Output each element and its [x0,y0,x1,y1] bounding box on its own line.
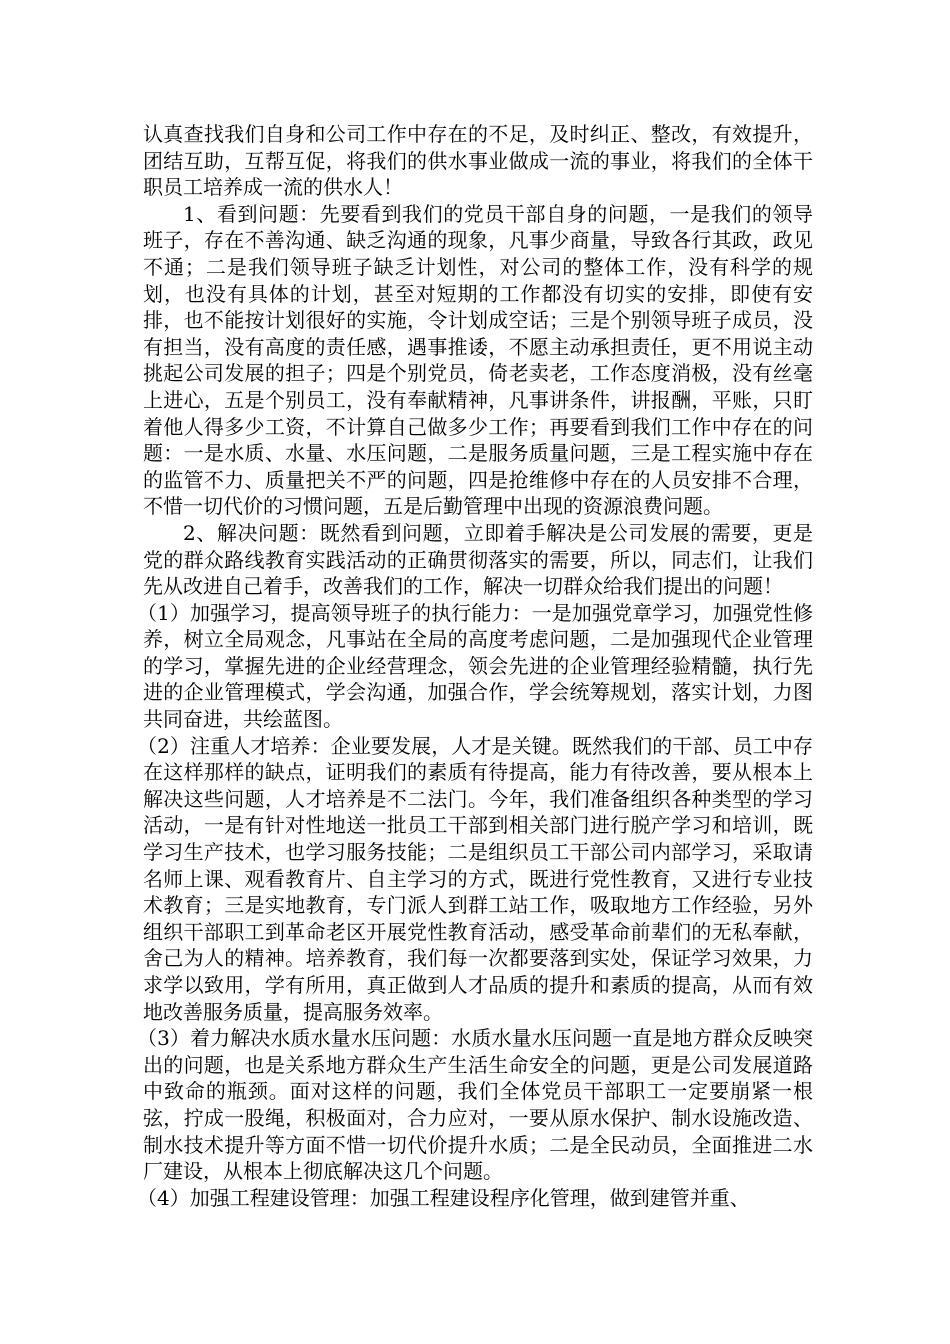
paragraph-item-2-talent: （2）注重人才培养：企业要发展，人才是关键。既然我们的干部、员工中存在这样那样的缺点，证明我们的素质有待提高，能力有待改善，要从根本上解决这些问题，人才培养是不二法门。今年，我们准备组织各种类型的学习活动，一是有针对性地送一批员工干部到相关部门进行脱产学习和培训，既学习生产技术，也学习服务技能；二是组织员工干部公司内部学习，采取请名师上课、观看教育片、自主学习的方式，既进行党性教育，又进行专业技术教育；三是实地教育，专门派人到群工站工作，吸取地方工作经验，另外组织干部职工到革命老区开展党性教育活动，感受革命前辈们的无私奉献，舍己为人的精神。培养教育，我们每一次都要落到实处，保证学习效果，力求学以致用，学有所用，真正做到人才品质的提升和素质的提高，从而有效地改善服务质量，提高服务效率。 [137,733,813,1024]
document-page [137,121,813,1211]
paragraph-item-3-water-quality: （3）着力解决水质水量水压问题：水质水量水压问题一直是地方群众反映突出的问题，也是关系地方群众生产生活生命安全的问题，更是公司发展道路中致命的瓶颈。面对这样的问题，我们全体党员干部职工一定要崩紧一根弦，拧成一股绳，积极面对，合力应对，一要从原水保护、制水设施改造、制水技术提升等方面不惜一切代价提升水质；二是全民动员，全面推进二水厂建设，从根本上彻底解决这几个问题。 [137,1026,813,1184]
paragraph-item-1-study: （1）加强学习，提高领导班子的执行能力：一是加强党章学习，加强党性修养，树立全局观念，凡事站在全局的高度考虑问题，二是加强现代企业管理的学习，掌握先进的企业经营理念，领会先进的企业管理经验精髓，执行先进的企业管理模式，学会沟通，加强合作，学会统筹规划，落实计划，力图共同奋进，共绘蓝图。 [137,600,813,732]
paragraph-item-4-engineering: （4）加强工程建设管理：加强工程建设程序化管理，做到建管并重、 [137,1185,750,1210]
paragraph-solve-problems: 2、解决问题：既然看到问题，立即着手解决是公司发展的需要，更是党的群众路线教育实践活动的正确贯彻落实的需要，所以，同志们，让我们先从改进自己着手，改善我们的工作，解决一切群众给我们提出的问题！ [143,520,813,599]
paragraph-intro: 认真查找我们自身和公司工作中存在的不足，及时纠正、整改，有效提升，团结互助，互帮互促，将我们的供水事业做成一流的事业，将我们的全体干职员工培养成一流的供水人！ [143,122,813,200]
paragraph-see-problems: 1、看到问题：先要看到我们的党员干部自身的问题，一是我们的领导班子，存在不善沟通、缺乏沟通的现象，凡事少商量，导致各行其政，政见不通；二是我们领导班子缺乏计划性，对公司的整体工作，没有科学的规划，也没有具体的计划，甚至对短期的工作都没有切实的安排，即使有安排，也不能按计划很好的实施，令计划成空话；三是个别领导班子成员，没有担当，没有高度的责任感，遇事推诿，不愿主动承担责任，更不用说主动挑起公司发展的担子；四是个别党员，倚老卖老，工作态度消极，没有丝毫上进心，五是个别员工，没有奉献精神，凡事讲条件，讲报酬，平账，只盯着他人得多少工资，不计算自己做多少工作；再要看到我们工作中存在的问题：一是水质、水量、水压问题，二是服务质量问题，三是工程实施中存在的监管不力、质量把关不严的问题，四是抢维修中存在的人员安排不合理，不惜一切代价的习惯问题，五是后勤管理中出现的资源浪费问题。 [143,201,813,519]
